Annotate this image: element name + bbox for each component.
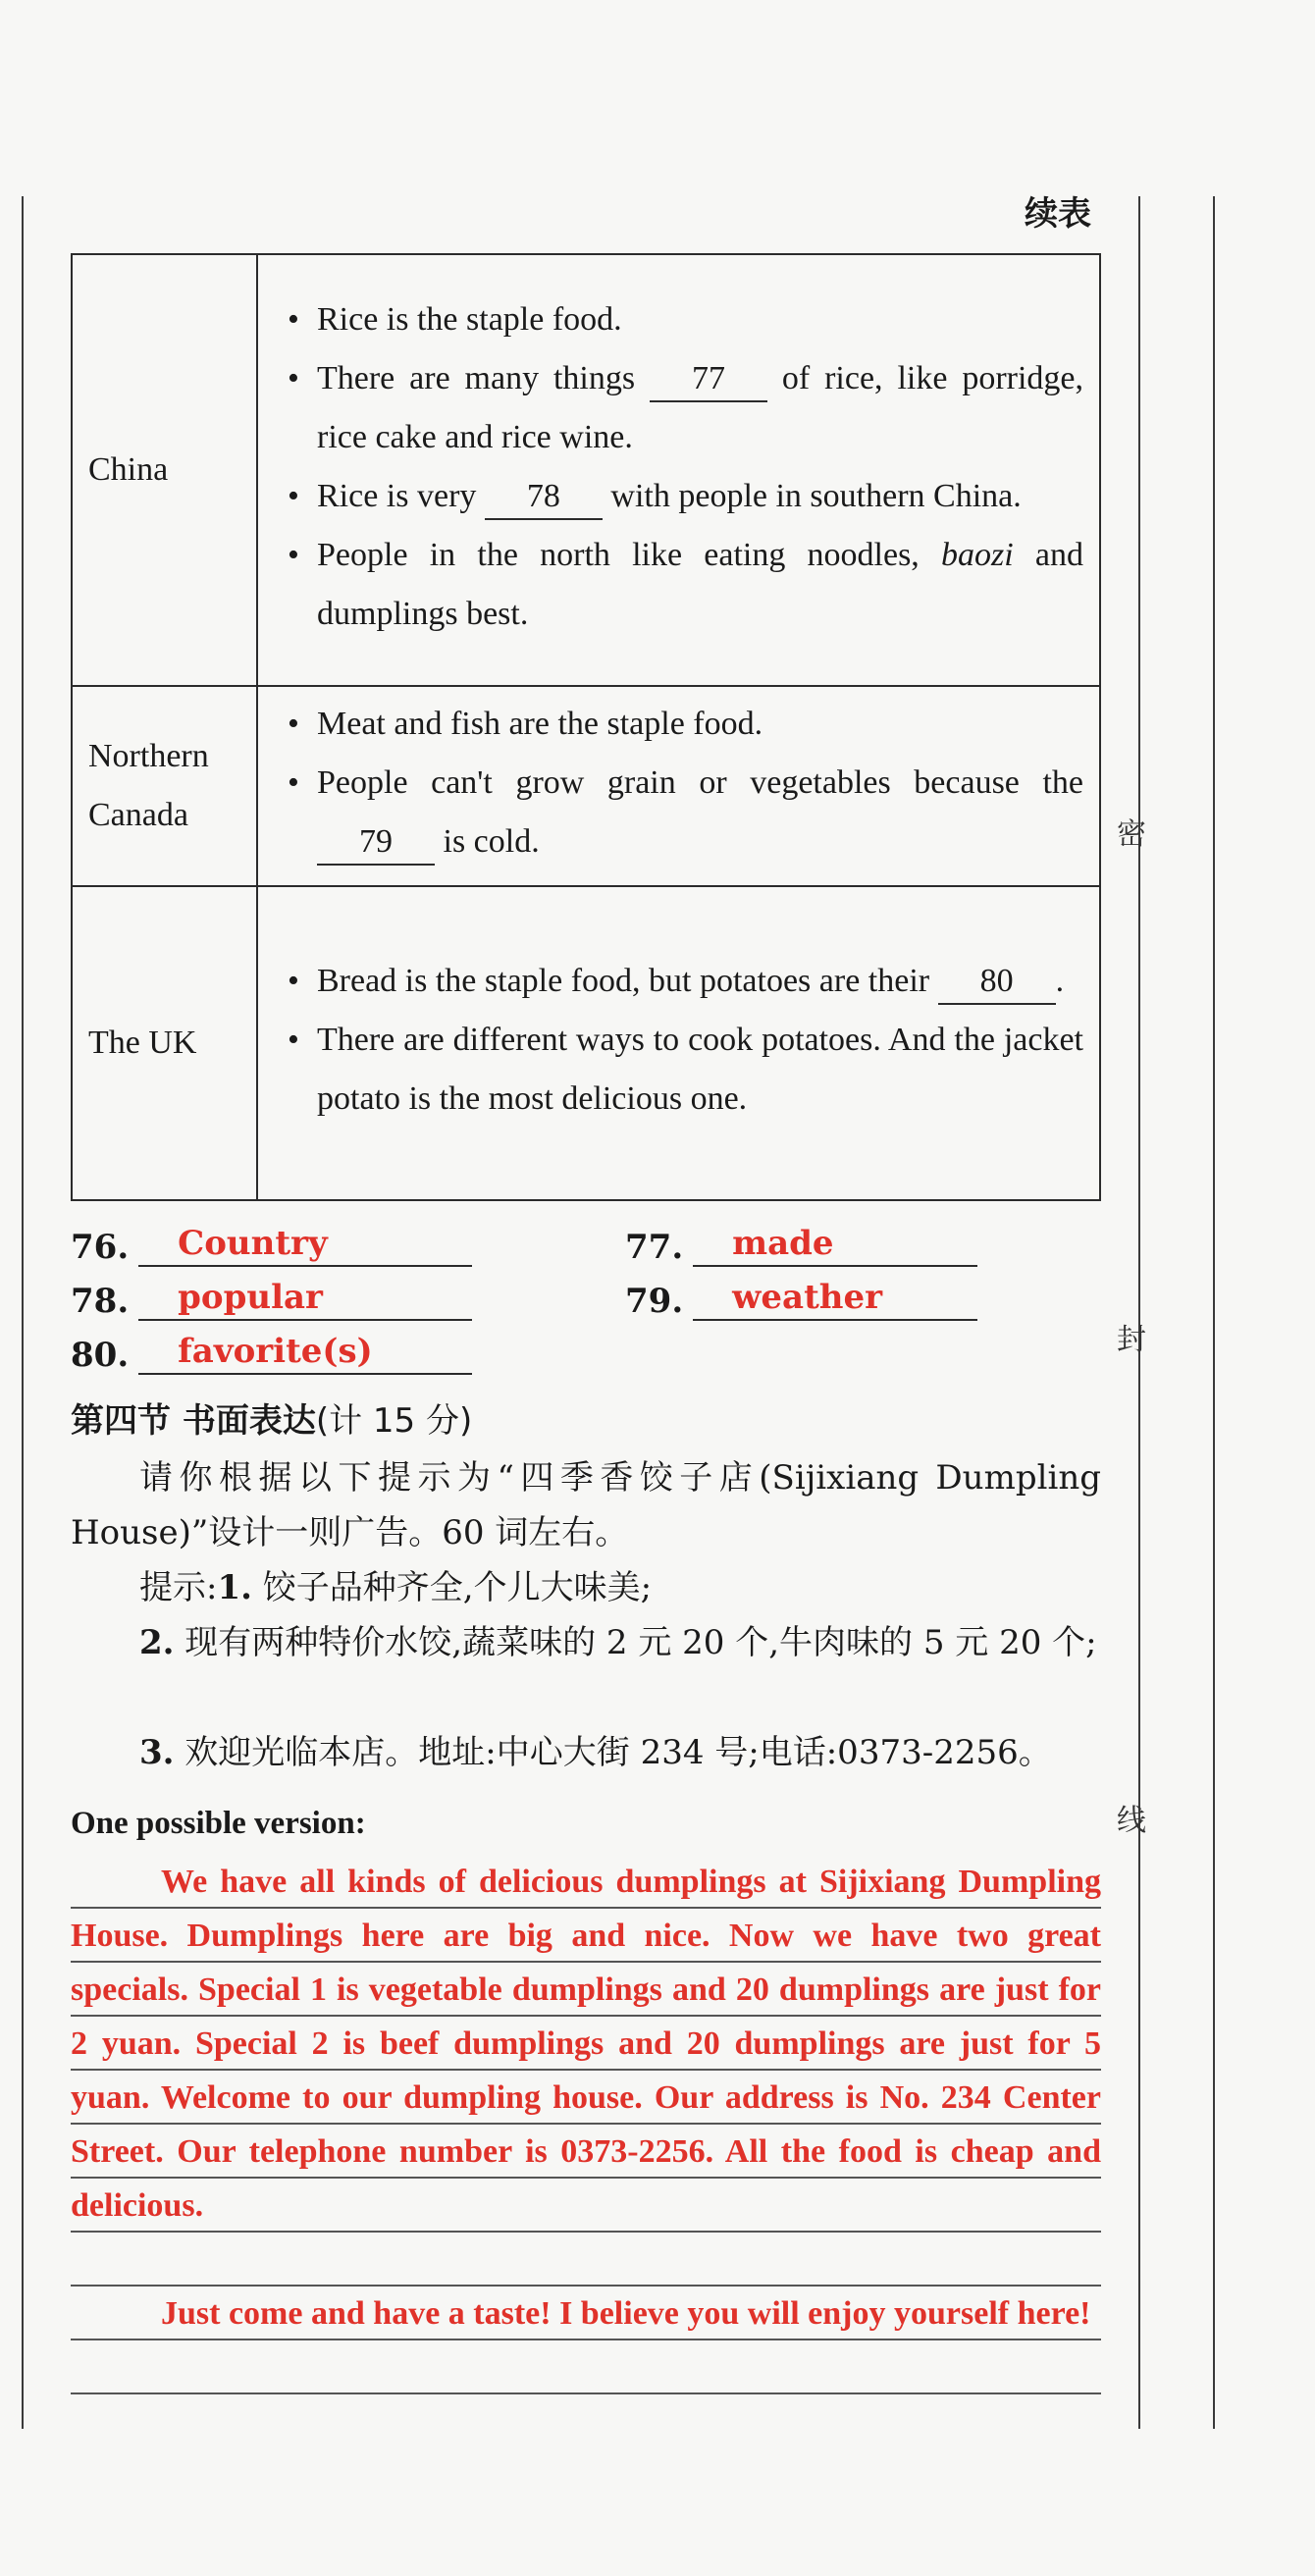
- answer-80: 80. favorite(s): [71, 1330, 472, 1375]
- left-margin-line: [22, 196, 24, 2429]
- continued-label: 续表: [1025, 194, 1091, 234]
- note: • Bread is the staple food, but potatoes are their 80 .: [288, 952, 1083, 1011]
- version-label: One possible version:: [71, 1806, 366, 1841]
- note: • People in the north like eating noodles, baozi and dumplings best.: [288, 526, 1083, 644]
- blank-77: 77: [650, 357, 767, 402]
- blank-79: 79: [317, 820, 435, 866]
- essay-paragraph-2: Just come and have a taste! I believe you will enjoy yourself here!: [71, 2287, 1101, 2394]
- food-table: [71, 253, 1101, 1201]
- notes-cell: [257, 886, 1100, 1200]
- binding-line-outer: [1213, 196, 1215, 2429]
- note: • There are different ways to cook potatoes. And the jacket potato is the most delicious one.: [288, 1011, 1083, 1129]
- notes-cell: [257, 686, 1100, 886]
- writing-prompt: 请你根据以下提示为“四季香饺子店(Sijixiang Dumpling House)”设计一则广告。60 词左右。: [71, 1458, 1101, 1552]
- table-row-uk: [72, 886, 1100, 1200]
- note: • People can't grow grain or vegetables because the 79 is cold.: [288, 754, 1083, 871]
- essay-paragraph-1: We have all kinds of delicious dumplings at Sijixiang Dumpling House. Dumplings here are big and nice. Now we have two great specials. Special 1 is vegetable dumplings and 20 dumplings are just for 2 yuan. Special 2 is beef dumplings and 20 dumplings are just for 5 yuan. Welcome to our dumpling house. Our address is No. 234 Center Street. Our telephone number is 0373-2256. All the food is cheap and delicious.: [71, 1855, 1101, 2287]
- blank-78: 78: [485, 475, 603, 520]
- binding-char-mi: 密: [1117, 817, 1146, 852]
- blank-80: 80: [938, 960, 1056, 1005]
- answer-76: 76. Country: [71, 1222, 472, 1267]
- country-cell: Northern Canada: [72, 686, 257, 886]
- hint-3: 3. 欢迎光临本店。地址:中心大街 234 号;电话:0373-2256。: [139, 1733, 1052, 1772]
- binding-char-feng: 封: [1117, 1323, 1146, 1357]
- hint-2: 2. 现有两种特价水饺,蔬菜味的 2 元 20 个,牛肉味的 5 元 20 个;: [139, 1623, 1097, 1662]
- note: • Rice is the staple food.: [288, 290, 1083, 349]
- hint-1: 提示:1. 饺子品种齐全,个儿大味美;: [139, 1568, 653, 1607]
- table-row-canada: [72, 686, 1100, 886]
- note: • Rice is very 78 with people in southern China.: [288, 467, 1083, 526]
- note: • There are many things 77 of rice, like porridge, rice cake and rice wine.: [288, 349, 1083, 467]
- answer-78: 78. popular: [71, 1276, 472, 1321]
- binding-line-inner: [1138, 196, 1140, 2429]
- binding-char-xian: 线: [1117, 1804, 1146, 1838]
- notes-cell: [257, 254, 1100, 686]
- answer-79: 79. weather: [625, 1276, 977, 1321]
- country-cell: The UK: [72, 886, 257, 1200]
- answer-77: 77. made: [625, 1222, 977, 1267]
- country-cell: China: [72, 254, 257, 686]
- section-title: 第四节 书面表达(计 15 分): [71, 1401, 473, 1441]
- note: • Meat and fish are the staple food.: [288, 695, 1083, 754]
- table-row-china: [72, 254, 1100, 686]
